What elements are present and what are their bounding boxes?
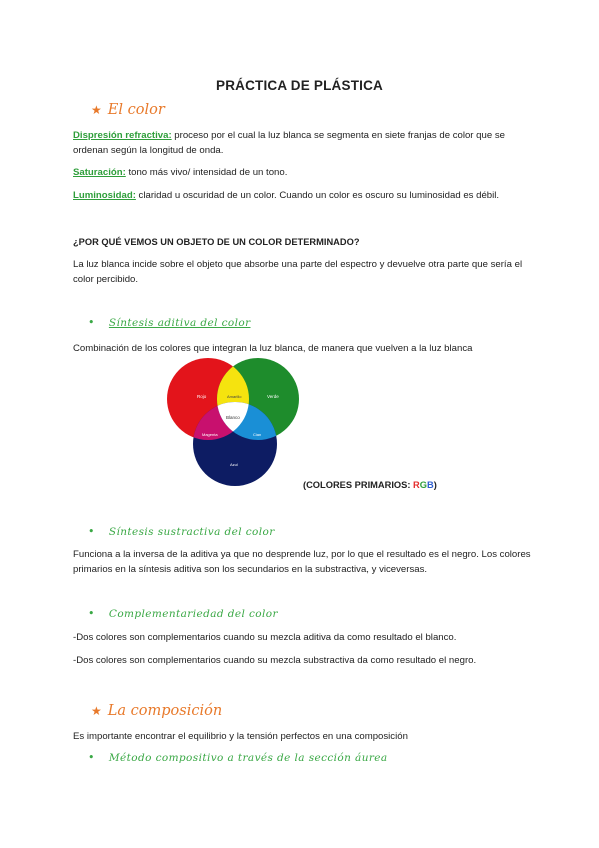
definition-text: claridad u oscuridad de un color. Cuando un color es oscuro su luminosidad es débil. — [135, 190, 500, 201]
label-yellow: Amarillo — [227, 394, 242, 399]
primary-colors-note — [303, 480, 437, 490]
bullet-icon: • — [88, 316, 95, 329]
primary-note-suffix: ) — [433, 480, 437, 490]
label-magenta: Magenta — [202, 432, 218, 437]
definition-term: Saturación: — [73, 167, 126, 178]
definition-text: tono más vivo/ intensidad de un tono. — [125, 167, 288, 178]
complementary-line-2: -Dos colores son complementarios cuando su mezcla substractiva da como resultado el negro. — [73, 655, 477, 666]
question-heading: ¿POR QUÉ VEMOS UN OBJETO DE UN COLOR DETERMINADO? — [73, 237, 360, 247]
primary-g: G — [419, 480, 427, 490]
section-heading-text: La composición — [107, 703, 223, 719]
primary-note-prefix: (COLORES PRIMARIOS: — [303, 480, 414, 490]
subheading-text: Método compositivo a través de la sección áurea — [108, 752, 388, 764]
subheading-subtractive — [88, 525, 275, 538]
star-icon: ★ — [91, 103, 102, 117]
complementary-line-1: -Dos colores son complementarios cuando su mezcla aditiva da como resultado el blanco. — [73, 632, 457, 643]
subtractive-text: Funciona a la inversa de la aditiva ya que no desprende luz, por lo que el resultado es el negro. Los colores primarios en la síntesis aditiva son los secundarios en la substractiva, y viceversas. — [73, 549, 531, 575]
bullet-icon: • — [88, 525, 95, 538]
subheading-additive — [88, 316, 251, 329]
section-heading-composition — [91, 703, 222, 719]
definition-luminosity — [73, 188, 533, 203]
label-green: Verde — [267, 394, 279, 399]
additive-text: Combinación de los colores que integran la luz blanca, de manera que vuelven a la luz blanca — [73, 343, 473, 354]
section-heading-text: El color — [107, 102, 165, 118]
definition-term: Luminosidad: — [73, 190, 136, 201]
label-red: Rojo — [197, 394, 207, 399]
subheading-golden-section — [88, 751, 388, 764]
subheading-text: Síntesis aditiva del color — [108, 317, 251, 329]
primary-b: B — [426, 480, 434, 490]
star-icon: ★ — [91, 704, 102, 718]
definition-dispersion — [73, 128, 533, 158]
page-title: PRÁCTICA DE PLÁSTICA — [215, 78, 383, 93]
label-white: Blanco — [226, 415, 240, 420]
additive-color-diagram — [165, 358, 305, 490]
definition-text: proceso por el cual la luz blanca se segmenta en siete franjas de color que se ordenan según la longitud de onda. — [73, 130, 505, 156]
section-heading-color — [91, 102, 165, 118]
label-cyan: Cian — [253, 432, 262, 437]
subheading-text: Síntesis sustractiva del color — [108, 526, 275, 538]
bullet-icon: • — [88, 607, 95, 620]
bullet-icon: • — [88, 751, 95, 764]
subheading-complementary — [88, 607, 278, 620]
definition-term: Dispresión refractiva: — [73, 130, 172, 141]
question-answer: La luz blanca incide sobre el objeto que absorbe una parte del espectro y devuelve otra parte que sería el color percibido. — [73, 259, 523, 285]
definition-saturation — [73, 165, 533, 180]
composition-text: Es importante encontrar el equilibrio y la tensión perfectos en una composición — [73, 731, 408, 742]
label-blue: Azul — [230, 462, 238, 467]
subheading-text: Complementariedad del color — [108, 608, 278, 620]
primary-r: R — [413, 480, 420, 490]
